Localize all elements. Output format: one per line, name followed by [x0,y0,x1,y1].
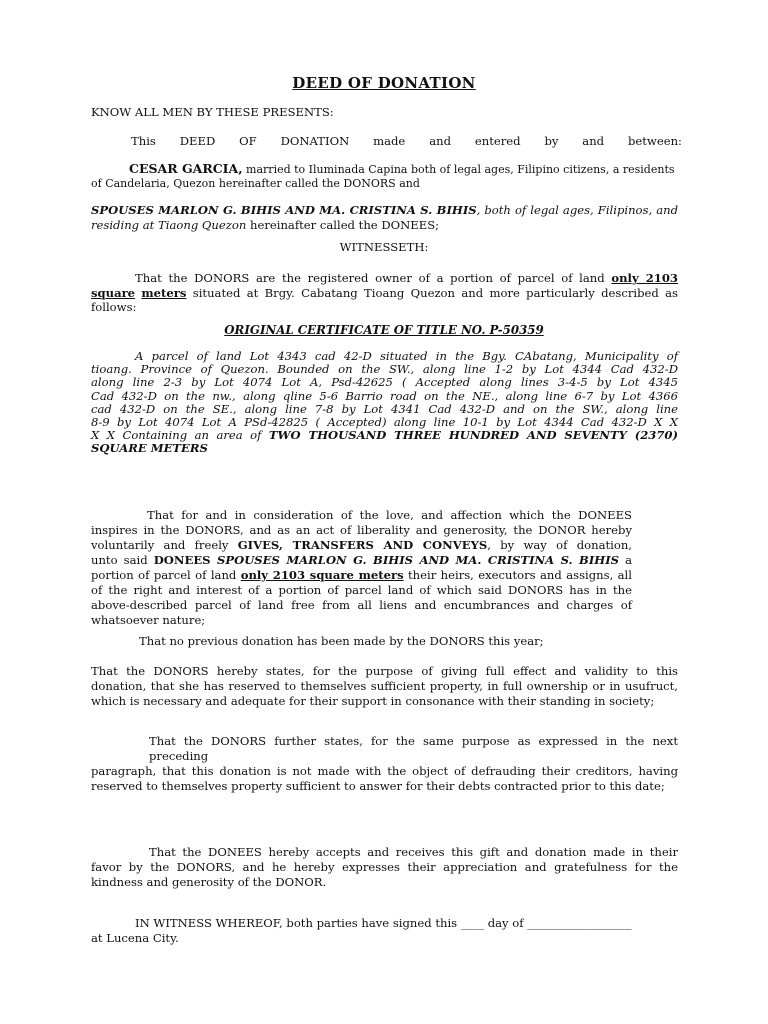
ownership-paragraph: That the DONORS are the registered owner of a portion of parcel of land only 2103 square meters situated at Brgy. Cabatang Tioang Quezon and more particularly described as follows: [91,271,679,314]
acceptance-paragraph: That the DONEES hereby accepts and receives this gift and donation made in their favor by the DONORS, and he hereby expresses their appreciation and gratefulness for the kindness and generosity of the DONOR. [91,845,678,889]
donor-name: CESAR GARCIA, [129,161,243,176]
intro-line: This DEED OF DONATION made and entered by and between: [131,134,682,148]
donee-paragraph: SPOUSES MARLON G. BIHIS AND MA. CRISTINA S. BIHIS, both of legal ages, Filipinos, and residing at Tiaong Quezon hereinafter called the DONEES; [91,203,679,232]
consideration-paragraph: That for and in consideration of the love, and affection which the DONEES inspires in the DONORS, and as an act of liberality and generosity, the DONOR hereby voluntarily and freely GIVES, TRANSFERS AND CONVEYS, by way of donation, unto said DONEES SPOUSES MARLON G. BIHIS AND MA. CRISTINA S. BIHIS a portion of parcel of land only 2103 square meters their heirs, executors and assigns, all of the right and interest of a portion of parcel land of which said DONORS has in the above-described parcel of land free from all liens and encumbrances and charges of whatsoever nature; [91,508,633,627]
land-description: A parcel of land Lot 4343 cad 42-D situated in the Bgy. CAbatang, Municipality of tioang. Province of Quezon. Bounded on the SW., along line 1-2 by Lot 4344 Cad 432-D along line 2-3 by Lot 4074 Lot A, Psd-42625 ( Accepted along lines 3-4-5 by Lot 4345 Cad 432-D on the nw., along qline 5-6 Barrio road on the NE., along line 6-7 by Lot 4366 cad 432-D on the SE., along line 7-8 by Lot 4341 Cad 432-D and on the SW., along line 8-9 by Lot 4074 Lot A PSd-42825 ( Accepted) along line 10-1 by Lot 4344 Cad 432-D X X X X Containing an area of TWO THOUSAND THREE HUNDRED AND SEVENTY (2370) SQUARE METERS [91,349,678,456]
reservation-paragraph: That the DONORS hereby states, for the purpose of giving full effect and validity to this donation, that she has reserved to themselves sufficient property, in full ownership or in usufruct, which is necessary and adequate for their support in consonance with their standing in society; [91,664,678,708]
donee-name: SPOUSES MARLON G. BIHIS AND MA. CRISTINA S. BIHIS [91,203,477,217]
no-previous-donation: That no previous donation has been made by the DONORS this year; [139,634,544,648]
document-title: DEED OF DONATION [292,74,476,92]
creditors-paragraph: That the DONORS further states, for the same purpose as expressed in the next preceding paragraph, that this donation is not made with the object of defrauding their creditors, having reserved to themselves property sufficient to answer for their debts contracted prior to this date; [91,734,678,793]
preamble: KNOW ALL MEN BY THESE PRESENTS: [91,105,334,119]
certificate-heading: ORIGINAL CERTIFICATE OF TITLE NO. P-50359 [224,323,544,337]
witnesseth-heading: WITNESSETH: [339,240,429,254]
witness-paragraph: IN WITNESS WHEREOF, both parties have signed this ____ day of __________________ at Lucena City. [91,916,632,945]
donor-paragraph: CESAR GARCIA, married to Iluminada Capina both of legal ages, Filipino citizens, a residents of Candelaria, Quezon hereinafter called the DONORS and [91,161,675,190]
